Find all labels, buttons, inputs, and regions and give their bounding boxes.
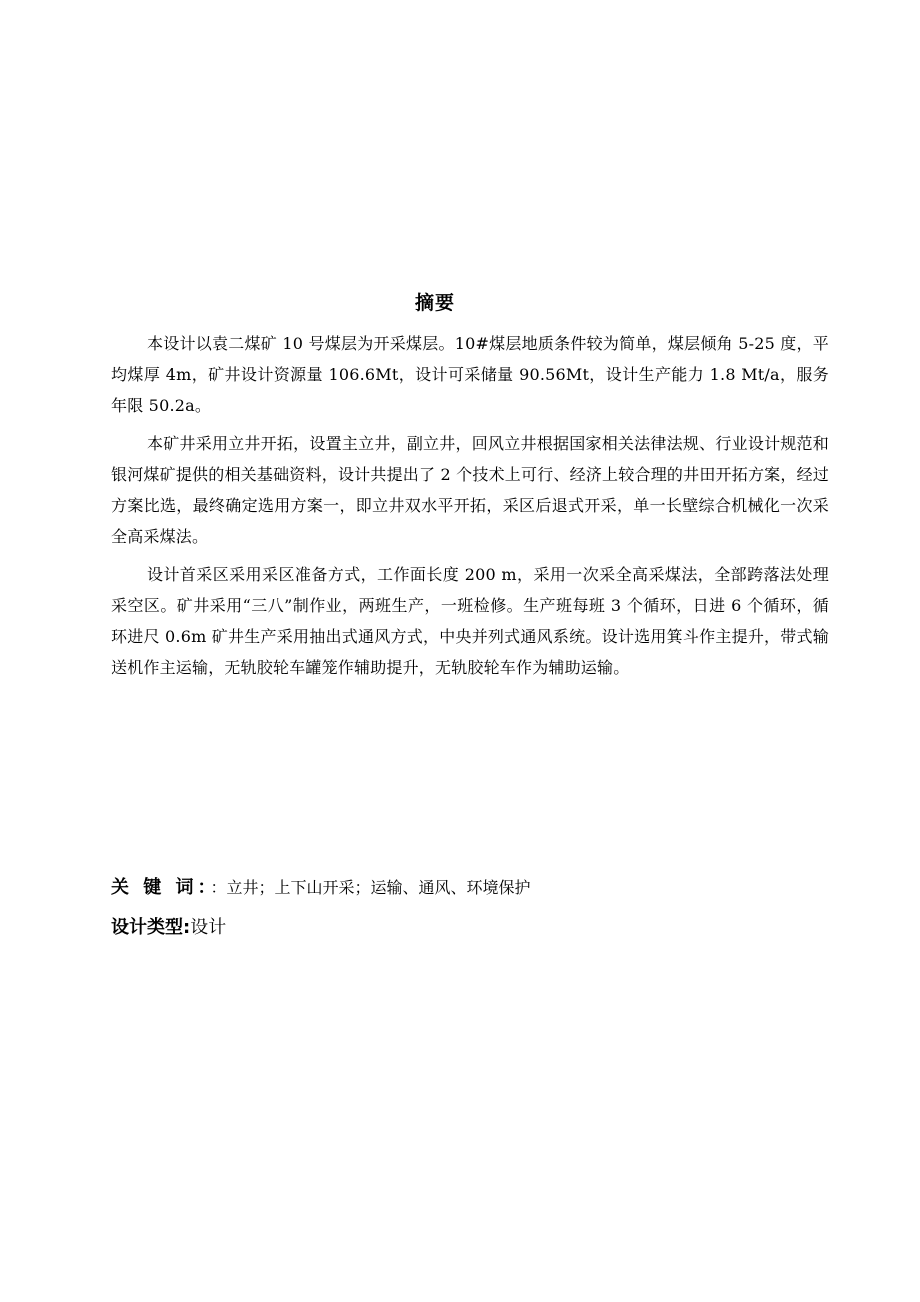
abstract-paragraph-1: 本设计以袁二煤矿 10 号煤层为开采煤层。10#煤层地质条件较为简单，煤层倾角 5-25 度，平均煤厚 4m，矿井设计资源量 106.6Mt，设计可采储量 90.56Mt，设计生产能力 1.8 Mt/a，服务年限 50.2a。 — [111, 334, 829, 415]
abstract-body — [111, 328, 829, 690]
abstract-title: 摘要 — [414, 292, 455, 314]
keywords-value: ：立井；上下山开采；运输、通风、环境保护 — [210, 878, 531, 897]
design-type-label: 设计类型: — [111, 917, 191, 938]
abstract-paragraph-2: 本矿井采用立井开拓，设置主立井，副立井，回风立井根据国家相关法律法规、行业设计规范和银河煤矿提供的相关基础资料，设计共提出了 2 个技术上可行、经济上较合理的井田开拓方案，经过方案比选，最终确定选用方案一，即立井双水平开拓，采区后退式开采，单一长壁综合机械化一次采全高采煤法。 — [111, 434, 829, 546]
keywords-label: 关 键 词： — [111, 877, 211, 898]
abstract-paragraph-3: 设计首采区采用采区准备方式，工作面长度 200 m，采用一次采全高采煤法，全部跨落法处理采空区。矿井采用“三八”制作业，两班生产，一班检修。生产班每班 3 个循环，日进 6 个循环，循环进尺 0.6m 矿井生产采用抽出式通风方式，中央并列式通风系统。设计选用箕斗作主提升，带式输送机作主运输，无轨胶轮车罐笼作辅助提升，无轨胶轮车作为辅助运输。 — [111, 565, 829, 677]
design-type-line — [111, 913, 831, 943]
keywords-line — [111, 874, 831, 902]
design-type-value: 设计 — [190, 917, 227, 938]
